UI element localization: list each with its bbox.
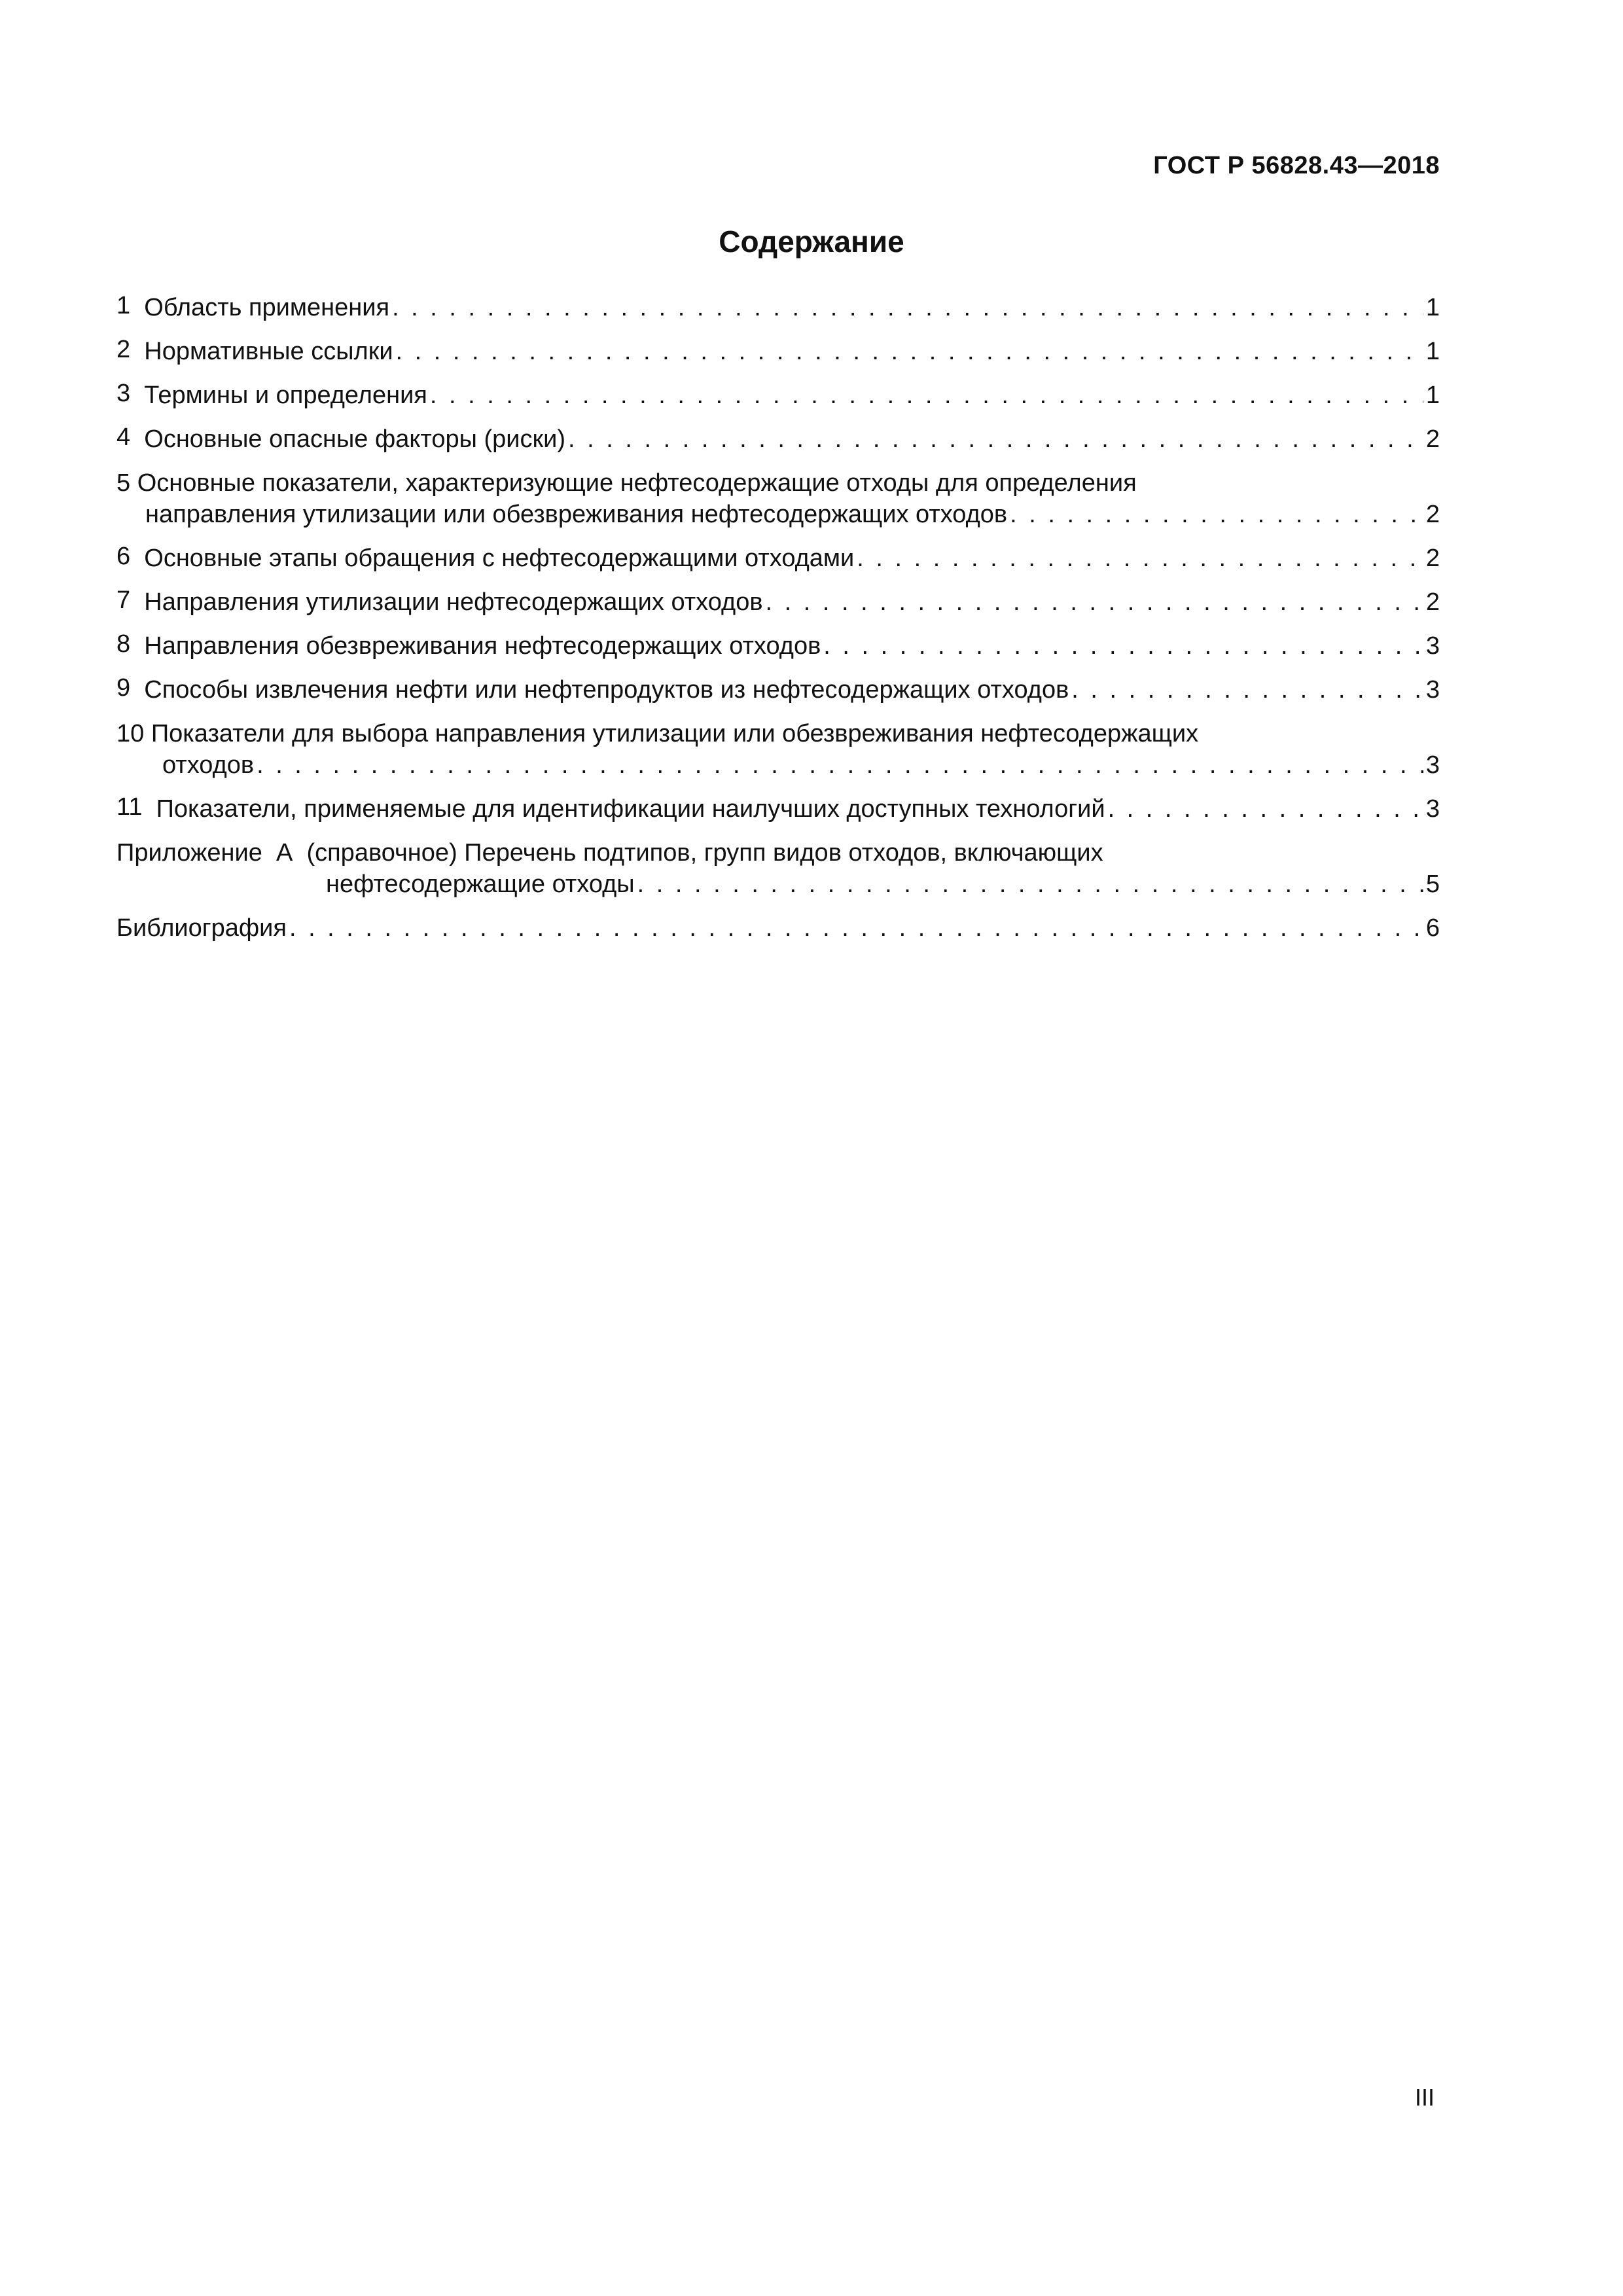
toc-entry-text: Основные этапы обращения с нефтесодержащими отходами [144,545,855,572]
dot-leader [396,336,1423,367]
dot-leader [1071,674,1423,706]
toc-entry-page: 6 [1425,914,1440,942]
toc-entry-5[interactable] [116,467,1440,530]
toc-entry-page: 1 [1425,294,1440,321]
toc-entry-text-line2: отходов [162,751,255,779]
toc-entry-text-line2: нефтесодержащие отходы [326,870,635,898]
toc-entry-8[interactable] [116,630,1440,662]
toc-entry-text: Показатели, применяемые для идентификации наилучших доступных технологий [156,795,1105,823]
toc-entry-7[interactable] [116,586,1440,618]
toc-entry-6[interactable] [116,543,1440,574]
dot-leader [430,380,1423,411]
toc-entry-number: 5 [116,469,131,497]
toc-entry-page: 2 [1425,425,1440,453]
toc-entry-text: Направления обезвреживания нефтесодержащих отходов [144,632,821,660]
toc-entry-2[interactable] [116,336,1440,367]
toc-entry-page: 1 [1425,338,1440,365]
toc-entry-number: 3 [116,380,131,407]
toc-entry-text-line2: направления утилизации или обезвреживания нефтесодержащих отходов [145,501,1008,528]
toc-entry-text: Нормативные ссылки [144,338,393,365]
table-of-contents [116,292,1440,956]
toc-entry-text: Термины и определения [144,382,427,409]
toc-entry-9[interactable] [116,674,1440,706]
toc-entry-number: 7 [116,586,131,614]
toc-entry-page: 2 [1425,545,1440,572]
toc-entry-page: 3 [1425,795,1440,823]
toc-entry-text-line1: 5 Основные показатели, характеризующие нефтесодержащие отходы для определения [116,469,1137,497]
toc-entry-page: 3 [1425,632,1440,660]
toc-entry-text: Направления утилизации нефтесодержащих отходов [144,588,763,616]
toc-entry-number: 6 [116,543,131,570]
toc-entry-appendix-a[interactable] [116,837,1440,900]
toc-entry-number: 4 [116,423,131,451]
toc-entry-text: Основные опасные факторы (риски) [144,425,566,453]
toc-entry-number: 9 [116,674,131,702]
toc-entry-4[interactable] [116,423,1440,455]
dot-leader [823,630,1423,662]
dot-leader [1010,499,1423,530]
dot-leader [857,543,1423,574]
toc-entry-number: 2 [116,336,131,363]
toc-entry-text: Способы извлечения нефти или нефтепродуктов из нефтесодержащих отходов [144,676,1069,704]
toc-entry-text: Библиография [116,914,287,942]
toc-entry-11[interactable] [116,793,1440,825]
dot-leader [637,869,1423,900]
toc-entry-number: 10 [116,720,145,747]
toc-entry-page: 2 [1425,501,1440,528]
toc-entry-number: 1 [116,292,131,319]
toc-entry-text-line1: Приложение А (справочное) Перечень подтипов, групп видов отходов, включающих [116,839,1103,867]
toc-title: Содержание [719,224,904,259]
toc-entry-text-line1: 10 Показатели для выбора направления утилизации или обезвреживания нефтесодержащих [116,720,1199,747]
dot-leader [766,586,1423,618]
toc-entry-page: 2 [1425,588,1440,616]
dot-leader [392,292,1423,323]
toc-entry-bibliography[interactable] [116,912,1440,944]
dot-leader [257,749,1423,781]
dot-leader [289,912,1423,944]
toc-entry-text: Область применения [144,294,390,321]
toc-entry-page: 3 [1425,676,1440,704]
toc-entry-3[interactable] [116,380,1440,411]
toc-entry-page: 1 [1425,382,1440,409]
toc-entry-1[interactable] [116,292,1440,323]
toc-entry-number: 11 [116,793,143,821]
toc-entry-page: 5 [1425,870,1440,898]
toc-entry-page: 3 [1425,751,1440,779]
document-id: ГОСТ Р 56828.43—2018 [1153,152,1440,179]
toc-entry-10[interactable] [116,718,1440,781]
page-number: III [1414,2084,1435,2111]
dot-leader [1108,793,1423,825]
toc-entry-number: 8 [116,630,131,658]
dot-leader [568,423,1423,455]
